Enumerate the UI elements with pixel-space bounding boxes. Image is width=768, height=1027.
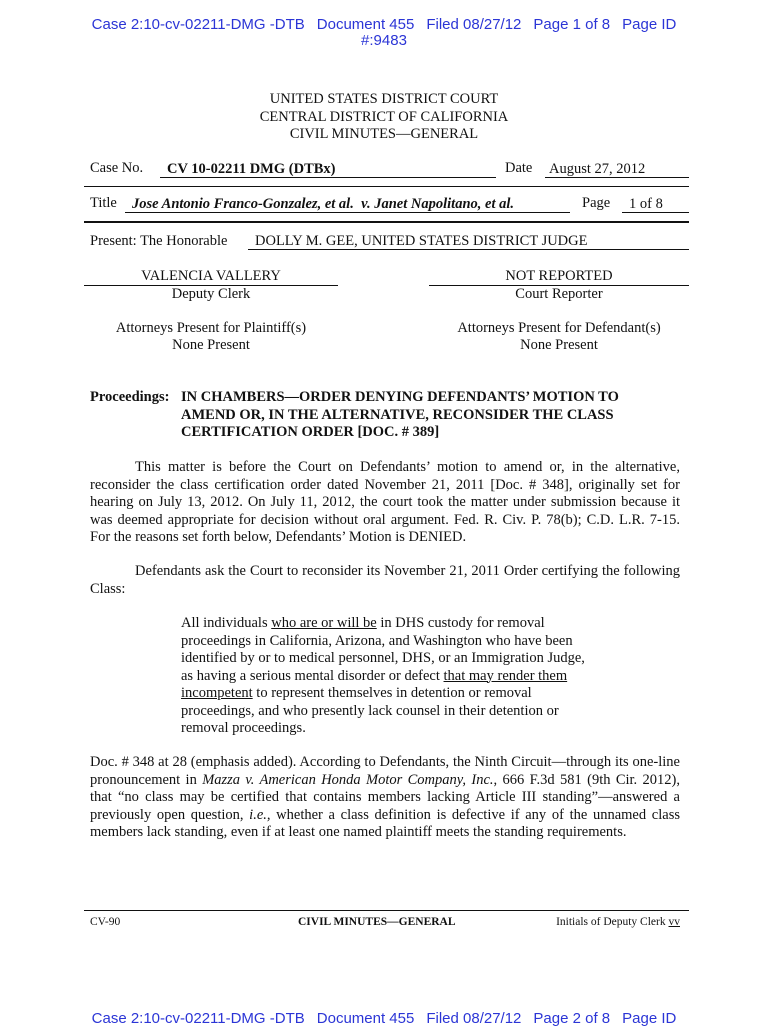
stamp-document: Document 455 (316, 1010, 415, 1027)
defendant-attorneys-value: None Present (520, 337, 598, 353)
case-number-value: CV 10-02211 DMG (DTBx) (167, 161, 336, 177)
para3-text: , 666 F.3d 581 (9th Cir. 2012), that “no class may be certified that contains members lacking Article III standing”—answered a previously open question, (90, 771, 680, 823)
date-underline (545, 177, 689, 178)
date-value: August 27, 2012 (549, 161, 646, 177)
plaintiff-attorneys-label: Attorneys Present for Plaintiff(s) (115, 320, 307, 336)
stamp-case-number: Case 2:10-cv-02211-DMG -DTB (91, 16, 305, 33)
footer-rule (84, 910, 689, 911)
proceedings-label: Proceedings: (90, 389, 170, 405)
stamp-page-id-number: #:9483 (361, 32, 407, 49)
date-label: Date (505, 160, 533, 176)
present-row (84, 233, 689, 253)
para3-text: Doc. # 348 at 28 (emphasis added). According to Defendants, the Ninth Circuit—through its one-line pronouncement in (90, 754, 680, 788)
stamp-filed-date: Filed 08/27/12 (426, 1010, 522, 1027)
stamp-document: Document 455 (316, 16, 415, 33)
footer-title: CIVIL MINUTES—GENERAL (298, 916, 456, 928)
quote-text: All individuals (181, 615, 272, 631)
initials-value: vv (668, 916, 680, 928)
quote-text: to represent themselves in detention or removal proceedings, and who presently lack counsel in their detention or removal proceedings. (181, 685, 559, 736)
quote-emphasis: that may render them incompetent (181, 667, 568, 701)
versus: v. (361, 196, 371, 212)
paragraph-3 (90, 754, 680, 842)
case-number-underline (160, 177, 496, 178)
deputy-clerk-title: Deputy Clerk (84, 285, 338, 303)
deputy-initials (556, 916, 680, 928)
case-number-label: Case No. (90, 160, 144, 176)
quote-text: in DHS custody for removal proceedings in California, Arizona, and Washington who have been identified by or to medical personnel, DHS, or an Immigration Judge, as having a serious mental disorder or defect (181, 615, 585, 684)
case-citation: Mazza v. American Honda Motor Company, Inc. (202, 771, 494, 788)
form-number: CV-90 (90, 916, 121, 928)
stamp-filed-date: Filed 08/27/12 (426, 16, 522, 33)
title-label: Title (90, 195, 117, 211)
ie-abbrev: i.e., (249, 806, 271, 823)
court-heading (0, 91, 768, 144)
divider-rule (84, 221, 689, 223)
stamp-page-id: Page ID (622, 1010, 677, 1027)
filing-stamp-bottom (0, 1011, 768, 1027)
stamp-case-number: Case 2:10-cv-02211-DMG -DTB (91, 1010, 305, 1027)
page-underline (622, 212, 689, 213)
page-label: Page (582, 195, 611, 211)
court-reporter-name: NOT REPORTED (505, 268, 613, 284)
deputy-clerk-block (84, 268, 338, 303)
present-label: Present: The Honorable (90, 233, 228, 249)
paragraph-1: This matter is before the Court on Defendants’ motion to amend or, in the alternative, reconsider the class certification order dated November 21, 2011 [Doc. # 348], originally set for hearing on July 13, 2012. On July 11, 2012, the court took the matter under submission because it was deemed appropriate for decision without oral argument. Fed. R. Civ. P. 78(b); C.D. L.R. 7-15. For the reasons set forth below, Defendants’ Motion is DENIED. (90, 459, 680, 545)
proceedings-text: IN CHAMBERS—ORDER DENYING DEFENDANTS’ MOTION TO AMEND OR, IN THE ALTERNATIVE, RECONSIDER THE CLASS CERTIFICATION ORDER [DOC. # 389] (181, 389, 619, 440)
initials-label: Initials of Deputy Clerk (556, 916, 666, 928)
judge-underline (248, 249, 689, 250)
stamp-page: Page 1 of 8 (533, 16, 611, 33)
plaintiff-name: Jose Antonio Franco-Gonzalez, et al. (132, 196, 354, 212)
stamp-page: Page 2 of 8 (533, 1010, 611, 1027)
case-title (132, 196, 514, 213)
defendant-attorneys-label: Attorneys Present for Defendant(s) (457, 320, 661, 336)
document-type: CIVIL MINUTES—GENERAL (289, 126, 479, 142)
defendant-name: Janet Napolitano, et al. (374, 196, 515, 212)
court-reporter-block (429, 268, 689, 303)
defendant-attorneys (429, 320, 689, 354)
divider-rule (84, 186, 689, 187)
deputy-clerk-name: VALENCIA VALLERY (141, 268, 281, 284)
paragraph-2: Defendants ask the Court to reconsider its November 21, 2011 Order certifying the following Class: (90, 563, 680, 597)
stamp-page-id: Page ID (622, 16, 677, 33)
quote-emphasis: who are or will be (271, 615, 377, 631)
title-underline (125, 212, 570, 213)
filing-stamp-top (0, 17, 768, 49)
court-district: CENTRAL DISTRICT OF CALIFORNIA (259, 108, 509, 125)
judge-name: DOLLY M. GEE, UNITED STATES DISTRICT JUDGE (255, 233, 588, 249)
plaintiff-attorneys-value: None Present (172, 337, 250, 353)
court-reporter-title: Court Reporter (429, 285, 689, 303)
court-name: UNITED STATES DISTRICT COURT (269, 91, 499, 107)
page-value: 1 of 8 (629, 196, 663, 212)
class-definition-quote (181, 615, 591, 738)
plaintiff-attorneys (84, 320, 338, 354)
para3-text: whether a class definition is defective if any of the unnamed class members lack standing, even if at least one named plaintiff meets the standing requirements. (90, 806, 680, 840)
